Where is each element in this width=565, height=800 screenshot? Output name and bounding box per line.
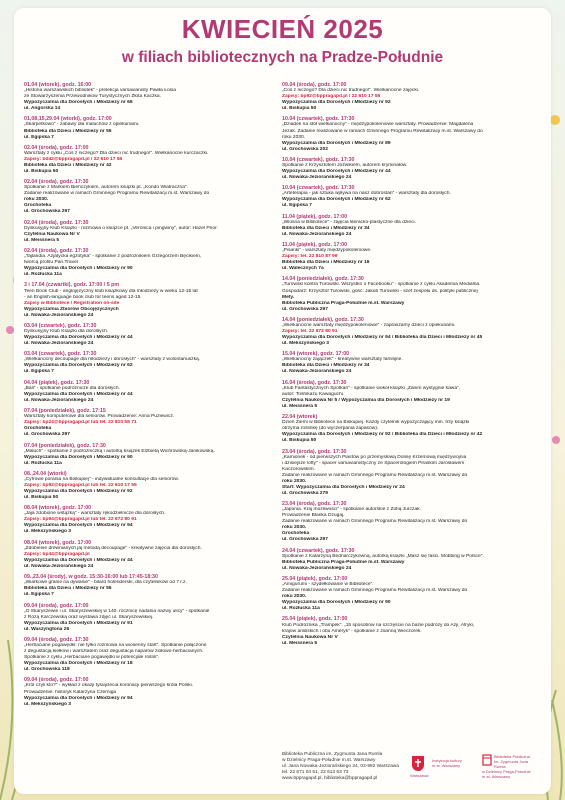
event-item <box>24 603 286 633</box>
event-location: ul. Nowaka-Jeziorańskiego 24 <box>282 231 352 237</box>
event-item <box>282 548 544 572</box>
event-location: Wypożyczalnia dla Dorosłych i Młodzieży nr 91 <box>24 620 133 626</box>
event-item <box>282 185 544 209</box>
event-location: Biblioteka dla Dzieci i Młodzieży nr 55 <box>24 128 112 134</box>
event-location: ul. Egipska 7 <box>24 369 54 375</box>
event-description: roku 2030. <box>282 134 306 140</box>
event-location: ul. Meissnera 5 <box>282 403 318 409</box>
event-item <box>24 540 286 570</box>
event-date: 14.04 (poniedziałek), godz. 17:30 <box>282 316 364 323</box>
event-location: Biblioteka dla Dzieci i Młodzieży nr 55 <box>24 586 112 592</box>
event-location: ul. Biskupia 50 <box>24 495 59 501</box>
event-date: 10.04 (czwartek), godz. 17:30 <box>282 116 355 123</box>
event-date: 03.04 (czwartek), godz. 17:30 <box>24 322 97 329</box>
event-item <box>282 380 544 410</box>
event-item <box>282 157 544 181</box>
event-item <box>282 616 544 646</box>
event-location: ul. Angorska 14 <box>24 106 61 112</box>
event-location: ul. Mekszyńskiego 3 <box>24 701 72 707</box>
event-location: Wypożyczalnia dla Dorosłych i Młodzieży nr 90 <box>282 600 391 606</box>
footer-line: Biblioteka Publiczna <box>494 754 530 759</box>
event-location: ul. Grochowska 118 <box>24 667 70 673</box>
event-date: 11.04 (piątek), godz. 17:00 <box>282 242 348 249</box>
event-date: 02.04 (środa), godz. 17:30 <box>24 179 89 186</box>
event-location: ul. Walecznych 7a <box>282 266 324 272</box>
event-location: Wypożyczalnia dla Dorosłych i Młodzieży nr 66 <box>24 100 133 106</box>
event-registration: Zapisy: bp24@bppragapd.pl lub tel. 22 810 58 71 <box>24 420 137 426</box>
event-location: ul. Nowaka-Jeziorańskiego 24 <box>282 175 352 181</box>
event-date: 23.04 (środa), godz. 17:30 <box>282 448 347 455</box>
event-description: Spotkanie z Krzysztofem Jóźwikiem, autorem kryminałów. <box>282 162 408 168</box>
event-location: ul. Grochowska 297 <box>24 209 70 215</box>
page-title: KWIECIEŃ 2025 <box>181 14 384 44</box>
event-item <box>282 576 544 612</box>
event-date: 07.04 (poniedziałek), godz. 17:30 <box>24 442 106 449</box>
event-location: Mety. <box>282 294 295 300</box>
event-date: 16.04 (środa), godz. 17:30 <box>282 379 347 386</box>
event-description: „Wiosna w Bibliotece” - zajęcia literacko-plastyczne dla dzieci. <box>282 219 417 225</box>
event-location: Wypożyczalnia dla Dorosłych i Młodzieży nr 44 <box>24 391 133 397</box>
event-item <box>282 82 544 112</box>
event-location: roku 2030. <box>282 594 307 600</box>
event-description: „Kamionek - od pierwszych Piastów po przemysłową Dolinę Krzemową międzywojnia <box>282 454 467 460</box>
event-location: Wypożyczalnia dla Dorosłych i Młodzieży nr 94 / Biblioteka dla Dzieci i Młodzieży nr 45 <box>282 335 483 341</box>
event-description: „Bali” - spotkanie podróżnicze dla dorosłych. <box>24 385 120 391</box>
event-location: Wypożyczalnia dla Dorosłych i Młodzieży nr 94 <box>24 523 133 529</box>
event-description: „Wielkanocne warsztaty międzypokoleniowe” - zapraszamy dzieci z opiekunami. <box>282 322 456 328</box>
event-description: Spotkanie z cyklu „Herbaciane pogawędki w potencjale roślin”. <box>24 655 160 661</box>
event-location: Wypożyczalnia dla Dorosłych i Młodzieży nr 92 <box>24 489 133 495</box>
event-location: Biblioteka dla Dzieci i Młodzieży nr 34 <box>282 363 370 369</box>
footer-line: im. Zygmunta Jana Rumla <box>494 759 529 769</box>
event-date: 08.04 (wtorek), godz. 17:00 <box>24 505 92 512</box>
event-location: Czytelnia Naukowa Nr 5 / Wypożyczalnia dla Dorosłych i Młodzieży nr 19 <box>282 397 450 403</box>
event-location: ul. Egipska 7 <box>24 134 54 140</box>
event-item <box>24 471 286 501</box>
event-description: Jeżak. Zadanie realizowane w ramach Gminnego Programu Rewitalizacji m.st. Warszawy do <box>282 128 483 134</box>
event-location: ul. Nowaka-Jeziorańskiego 24 <box>24 312 94 318</box>
event-location: ul. Nowaka-Jeziorańskiego 24 <box>24 397 94 403</box>
event-location: Wypożyczalnia dla Dorosłych i Młodzieży nr 18 <box>24 661 133 667</box>
event-date: 02.04 (środa), godz. 17:30 <box>24 219 89 226</box>
event-location: roku 2030. <box>24 197 49 203</box>
event-description: Zadanie realizowane w ramach Gminnego Programu Rewitalizacji m.st. Warszawy do <box>282 472 468 478</box>
event-description: „Herbaciane pogawędki: nie tylko rozmowa na wiosenny start”. Spotkanie połączone <box>24 642 207 648</box>
event-item <box>24 380 286 404</box>
event-description: „Turowski kontra Turowski. Wszystko o Facebooku” - spotkanie z cyklu Akademia Medialna. <box>282 282 481 288</box>
event-location: Biblioteka dla Dzieci i Młodzieży nr 34 <box>282 225 370 231</box>
event-description: „Jaja zdobione wstążką” - warsztaty rękodzielnicze dla dorosłych. <box>24 511 166 517</box>
institution-label <box>432 758 462 768</box>
book-icon <box>482 754 492 766</box>
events-column-left <box>24 82 286 712</box>
event-description: „Wiarkowe granie na dywanie” - bilard holenderski, dla czytelników od 7 r.ż. <box>24 580 187 586</box>
event-date: 3 i 17.04 (czwartki), godz. 17:00 / 5 pm <box>24 282 120 289</box>
event-location: Wypożyczalnia dla Dorosłych i Młodzieży nr 62 <box>24 363 133 369</box>
event-description: - an English-language book club for teens aged 12-15. <box>24 294 142 300</box>
event-description: otrzyma roślinkę (do wyczerpania zapasów). <box>282 426 379 432</box>
event-date: 09.04 (środa), godz. 17:30 <box>24 636 89 643</box>
event-description: Warsztaty komputerowe dla seniorów. Prowadzenie: Anna Puziewicz. <box>24 414 175 420</box>
event-location: ul. Mekszyńskiego 3 <box>24 529 72 535</box>
event-item <box>24 637 286 673</box>
event-description: z degustacją kiełków i warsztatem oraz degustacja naparów ziołowo-herbacianych. <box>24 649 204 655</box>
event-item <box>282 414 544 444</box>
event-location: ul. Nowaka-Jeziorańskiego 24 <box>24 563 94 569</box>
event-location: ul. Nowaka-Jeziorańskiego 24 <box>24 341 94 347</box>
warszawa-logo <box>410 754 429 778</box>
event-description: Zadanie realizowane w ramach Gminnego Programu Rewitalizacji m.st. Warszawy do <box>282 519 468 525</box>
event-item <box>24 443 286 467</box>
event-registration: Zapisy: bp44@bppragapd.pl <box>24 551 90 557</box>
event-description: Zadanie realizowane w ramach Gminnego Programu Rewitalizacji m.st. Warszawy do <box>282 588 468 594</box>
event-location: ul. Grochowska 297 <box>282 537 328 543</box>
event-location: ul. Grochowska 202 <box>282 146 328 152</box>
event-date: 08.,24.04 (wtorki) <box>24 470 67 477</box>
event-item <box>282 317 544 347</box>
event-item <box>24 82 286 112</box>
event-location: Start: Wypożyczalnia dla Dorosłych i Młodzieży nr 24 <box>282 484 405 490</box>
event-location: Wypożyczalnia dla Dorosłych i Młodzieży nr 44 <box>282 168 391 174</box>
event-date: 24.04 (czwartek), godz. 17:30 <box>282 547 355 554</box>
event-date: 10.04 (czwartek), godz. 17:30 <box>282 156 355 163</box>
event-description: i dzisiejsze lofty” - spacer varsavianistyczny ze Spacerologiem Piraskim Jarosławem <box>282 460 465 466</box>
event-description: „Amigurumi - szydełkowanie w Bibliotece”. <box>282 582 374 588</box>
event-location: Grochoteka <box>24 203 52 209</box>
event-item <box>24 179 286 215</box>
event-item <box>24 248 286 278</box>
event-date: 02.04 (środa), godz. 17:30 <box>24 248 89 255</box>
event-location: Biblioteka Publiczna Praga-Południe m.st. Warszawy <box>282 559 405 565</box>
event-item <box>24 116 286 140</box>
event-description: „O Skaryszewie i ul. Skaryszewskiej w 140. rocznicę nadania nazwy ulicy” - spotkanie <box>24 608 210 614</box>
footer <box>282 752 544 790</box>
event-registration: Zapisy: tel. 22 672 80 91 <box>282 329 338 334</box>
event-description: „Historia warszawskich bibliotek” - prelekcja varsavianisty Pawła Łosia <box>24 88 176 94</box>
footer-line: w Dzielnicy Praga-Południe <box>482 769 531 774</box>
event-item <box>282 276 544 312</box>
event-date: 22.04 (wtorek) <box>282 414 318 421</box>
event-description: krajów arabskich i obu Ameryk” - spotkanie z Joanną Wieczorek. <box>282 628 422 634</box>
event-item <box>24 677 286 707</box>
event-location: roku 2030. <box>282 478 307 484</box>
page-subtitle: w filiach bibliotecznych na Pradze-Południe <box>121 49 444 66</box>
event-item <box>24 574 286 598</box>
event-date: 04.04 (piątek), godz. 17:30 <box>24 379 90 386</box>
event-description: Spotkanie z Katarzyną Bednarczykówną, autorką książki „Masz się faści. Mobbing w Polsce”. <box>282 553 484 559</box>
event-location: Wypożyczalnia dla Dorosłych i Młodzieży nr 92 <box>282 100 391 106</box>
event-item <box>24 351 286 375</box>
flower-decoration <box>6 326 14 334</box>
event-location: roku 2030. <box>282 525 307 531</box>
event-description: „Zdobienie drewnianych jaj metodą decoupage” - kreatywne zajęcia dla dorosłych. <box>24 545 202 551</box>
footer-line: tel. 22 671 04 51, 22 613 63 73 <box>282 770 349 775</box>
footer-line: www.bppragapd.pl, biblioteka@bppragapd.pl <box>282 776 378 781</box>
event-location: ul. Meissnera 5 <box>24 237 60 243</box>
footer-line: Instytucja kultury <box>432 758 462 763</box>
event-registration: Zapisy: bp94@bppragapd.pl lub tel. 22 672 80 91 <box>24 517 137 523</box>
events-column-right <box>282 82 544 651</box>
library-logo <box>482 754 531 779</box>
event-item <box>282 116 544 152</box>
event-item <box>24 505 286 535</box>
event-description: „Coś z niczego? Dla dzieci nic trudnego!”. Wielkanocne zajęcki. <box>282 88 420 94</box>
event-date: 07.04 (poniedziałek), godz. 17:15 <box>24 408 106 415</box>
event-item <box>282 449 544 497</box>
event-location: ul. Egipska 7 <box>282 203 312 209</box>
event-description: Klub Podróżnika „Trampek”. „15 sposobów na szczęście na bazie podróży do Azji, Afryki, <box>282 622 475 628</box>
event-date: 11.04 (piątek), godz. 17:00 <box>282 213 348 220</box>
event-location: ul. Egipska 7 <box>24 592 54 598</box>
event-description: „Klub Fantastycznych Spotkań” - spotkanie wokół książki „Zanim wystygnie kawa”, <box>282 385 461 391</box>
event-item <box>24 282 286 318</box>
event-description: Dzień Ziemi w Bibliotece na Biskupiej. Każdy czytelnik wypożyczający min. trzy książki <box>282 420 470 426</box>
event-location: Grochoteka <box>282 531 310 537</box>
event-location: ul. Rozłucka 11a <box>24 460 62 466</box>
event-description: „Maluch” - spotkanie z podróżniczką i autorką książek Elżbietą Wichrowską-Janikowską. <box>24 448 215 454</box>
flower-decoration <box>552 436 560 444</box>
event-location: ul. Grochowska 297 <box>24 432 70 438</box>
event-date: 14.04 (poniedziałek), godz. 17:30 <box>282 276 364 283</box>
event-item <box>24 220 286 244</box>
event-location: Wypożyczalnia Zbiorów Obcojęzycznych <box>24 306 119 312</box>
event-item <box>282 501 544 543</box>
event-location: Biblioteka dla Dzieci i Młodzieży nr 16 <box>282 260 370 266</box>
event-registration: Zapisy: bd42@bppragapd.pl / 22 610 17 55 <box>24 156 123 162</box>
event-location: ul. Nowaka-Jeziorańskiego 24 <box>282 369 352 375</box>
footer-line: m.st. Warszawy <box>482 774 511 779</box>
event-date: 03.04 (czwartek), godz. 17:30 <box>24 351 97 358</box>
event-description: „Tajlandia. Azjatycka egzotyka” - spotkanie z podróżnikiem Grzegorzem Bęcikiem, <box>24 254 202 260</box>
footer-address <box>282 752 399 782</box>
event-registration: Zapisy w Bibliotece / Registration on-site <box>24 300 120 306</box>
event-location: Wypożyczalnia dla Dorosłych i Młodzieży nr 92 / Biblioteka dla Dzieci i Młodzieży nr 42 <box>282 432 483 438</box>
event-location: Wypożyczalnia dla Dorosłych i Młodzieży nr 90 <box>24 454 133 460</box>
event-location: Czytelnia Naukowa Nr V <box>24 231 80 237</box>
event-location: Wypożyczalnia dla Dorosłych i Młodzieży nr 90 <box>24 266 133 272</box>
event-location: Wypożyczalnia dla Dorosłych i Młodzieży nr 44 <box>24 335 133 341</box>
event-date: 09.,23.04 (środy), w godz. 15:30-16:00 lub 17:45-18:30 <box>24 574 158 581</box>
event-item <box>24 145 286 175</box>
event-date: 09.04 (środa), godz. 17:00 <box>24 677 89 684</box>
event-description: Teen Book Club - anglojęzyczny klub książkowy dla młodzieży w wieku 12-15 lat <box>24 288 198 294</box>
event-description: „Król czyli kto?” - wykład z okazji tysiąclecia koronacji pierwszego króla Polski. <box>24 683 194 689</box>
event-description: „Wielkanocny decoupage dla młodzieży i dorosłych” - warsztaty z wolontariuszką. <box>24 357 201 363</box>
event-location: Biblioteka Publiczna Praga-Południe m.st. Warszawy <box>282 300 405 306</box>
event-location: ul. Grochowska 297 <box>282 306 328 312</box>
event-location: ul. Grochowska 279 <box>282 490 328 496</box>
footer-line: Warszawa <box>410 773 429 778</box>
event-registration: Zapisy: tel. 22 810 87 99 <box>282 254 338 260</box>
event-location: ul. Rozłucka 11a <box>24 272 62 278</box>
event-description: „Arteterapia - jak sztuka wpływa na nasz dobrostan” - warsztaty dla dorosłych. <box>282 191 451 197</box>
event-location: ul. Mekszyńskiego 3 <box>282 341 330 347</box>
footer-line: ul. Jana Nowaka-Jeziorańskiego 24, 03-982 Warszawa <box>282 764 399 769</box>
event-date: 25.04 (piątek), godz. 17:00 <box>282 576 348 582</box>
event-location: Biblioteka dla Dzieci i Młodzieży nr 42 <box>24 162 112 168</box>
event-item <box>282 214 544 238</box>
event-description: „Cyfrowe porania na Biskupiej” - indywidualne konsultacje dla seniorów. <box>24 476 179 482</box>
event-date: 01.04 (wtorek), godz. 16:00 <box>24 82 92 88</box>
event-item <box>282 351 544 375</box>
event-location: ul. Rozłucka 11a <box>282 606 320 612</box>
event-description: „Japonia. Kraj możliwości” - spotkanie autorskie z Zofią Jurczak. <box>282 507 421 513</box>
event-location: Grochoteka <box>24 426 52 432</box>
event-registration: Zapisy: bp92@bppragapd.pl lub tel. 22 610 17 55 <box>24 482 137 488</box>
event-description: „Pisanki” - warsztaty międzypokoleniowe. <box>282 248 372 254</box>
footer-line: w Dzielnicy Praga-Południe m.st. Warszawy <box>282 758 376 763</box>
event-date: 09.04 (środa), godz. 17:00 <box>282 82 347 88</box>
event-description: Dyskusyjny Klub Książki dla dorosłych. <box>24 329 109 334</box>
event-location: ul. Biskupia 50 <box>24 168 59 174</box>
event-item <box>24 408 286 438</box>
footer-line: m.st. Warszawy <box>432 763 461 768</box>
event-location: Wypożyczalnia dla Dorosłych i Młodzieży nr 94 <box>24 695 133 701</box>
event-location: ul. Meissnera 5 <box>282 640 318 646</box>
event-description: Warsztaty z cyklu „Coś z niczego? Dla dzieci nic trudnego!”. Wielkanocne kurczaczki. <box>24 150 209 156</box>
event-date: 23.04 (środa), godz. 17:30 <box>282 501 347 508</box>
event-description: Prowadzenie: historyk Katarzyna Czerniga <box>24 689 117 695</box>
event-date: 10.04 (czwartek), godz. 17:30 <box>282 185 355 192</box>
event-location: Wypożyczalnia dla Dorosłych i Młodzieży nr 89 <box>282 140 391 146</box>
event-description: Dyskusyjny Klub Książki - rozmowa o książce pt. „Veronica i pingwiny”, autor: Hazel Prior. <box>24 225 218 231</box>
event-description: autor: Toshikazu Kawaguchi. <box>282 391 345 397</box>
event-location: Wypożyczalnia dla Dorosłych i Młodzieży nr 44 <box>24 557 133 563</box>
event-date: 15.04 (wtorek), godz. 17:00 <box>282 351 350 358</box>
event-date: 02.04 (środa), godz. 17:00 <box>24 144 89 151</box>
event-description: „Dziadek na stół wielkanocny” - międzypokoleniowe warsztaty. Prowadzenie: Magdalena <box>282 122 474 128</box>
event-description: Gospodarz: Krzysztof Turowski, gość: Jakub Turowski - szef zespołu ds. polityki publicznej <box>282 288 478 294</box>
mermaid-icon <box>410 754 426 772</box>
event-description: „Wielkanocny zajączek” - kreatywne warsztaty familijne. <box>282 357 403 363</box>
event-location: ul. Nowaka-Jeziorańskiego 24 <box>282 565 352 571</box>
event-description: Spotkanie z Markiem Bieńczykiem, autorem książki pt. „Kondo Wiatraczna”. <box>24 185 188 191</box>
event-location: Wypożyczalnia dla Dorosłych i Młodzieży nr 62 <box>282 197 391 203</box>
event-date: 08.04 (wtorek), godz. 17:00 <box>24 539 92 546</box>
event-date: 01,08,15,29.04 (wtorki), godz. 17:00 <box>24 116 112 123</box>
event-location: ul. Biskupia 50 <box>282 438 317 444</box>
event-description: Kaczorowskim. <box>282 466 315 472</box>
event-location: ul. Biskupia 50 <box>282 106 317 112</box>
flower-decoration <box>550 115 560 125</box>
event-description: Zadanie realizowane w ramach Gminnego Programu Rewitalizacji m.st. Warszawy do <box>24 191 210 197</box>
event-description: twórcą profilu Pan.Travel <box>24 260 78 266</box>
event-date: 25.04 (piątek), godz. 17:00 <box>282 616 348 623</box>
event-description: Prowadzenie Blanka Dżugaj. <box>282 513 345 519</box>
event-description: ze Stowarzyszenia Przewodników Turystycznych Złota Kaczka. <box>24 94 161 100</box>
event-date: 09.04 (środa), godz. 17:00 <box>24 602 89 609</box>
event-description: „Skarpetkowo” - zabawy dla maluchów z opiekunami. <box>24 122 140 128</box>
event-location: Czytelnia Naukowa Nr V <box>282 634 338 640</box>
event-item <box>282 242 544 272</box>
event-item <box>24 323 286 347</box>
event-registration: Zapisy: bp92@bppragapd.pl / 22 610 17 55 <box>282 94 381 100</box>
event-description: z Różą Karczewską oraz wystawa zdjęć ul. Skaryszewskiej. <box>24 614 154 620</box>
event-location: ul. Waszyngtona 26 <box>24 626 70 632</box>
footer-line: Biblioteka Publiczna im. Zygmunta Jana Rumla <box>282 752 383 757</box>
